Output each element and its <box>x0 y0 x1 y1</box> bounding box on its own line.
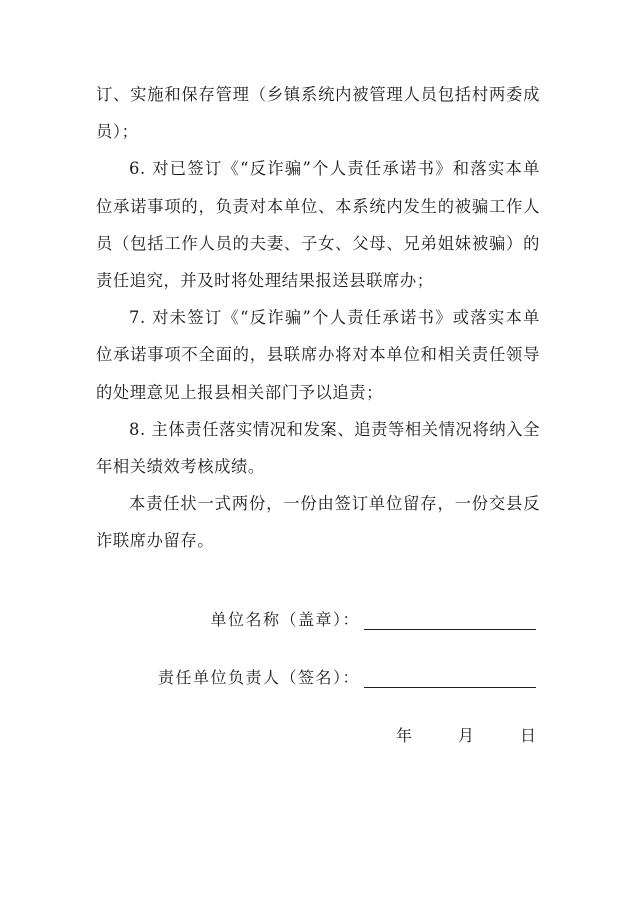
unit-name-line <box>364 607 536 630</box>
responsible-person-line <box>364 665 536 688</box>
body-text <box>96 76 540 560</box>
unit-name-signature-row <box>210 603 536 633</box>
paragraph-continuation: 订、实施和保存管理（乡镇系统内被管理人员包括村两委成员）； <box>96 85 540 142</box>
responsible-person-label: 责任单位负责人（签名）： <box>157 667 360 687</box>
date-row <box>396 719 536 749</box>
paragraph-item-6: 6. 对已签订《“反诈骗”个人责任承诺书》和落实本单位承诺事项的，负责对本单位、本系统内发生的被骗工作人员（包括工作人员的夫妻、子女、父母、兄弟姐妹被骗）的责任追究，并及时将处理结果报送县联席办； <box>96 159 540 291</box>
date-month-label: 月 <box>457 725 474 745</box>
paragraph-item-8: 8. 主体责任落实情况和发案、追责等相关情况将纳入全年相关绩效考核成绩。 <box>96 419 540 477</box>
date-year-label: 年 <box>395 725 412 745</box>
paragraph-item-7: 7. 对未签订《“反诈骗”个人责任承诺书》或落实本单位承诺事项不全面的，县联席办将对本单位和相关责任领导的处理意见上报县相关部门予以追责； <box>96 308 540 402</box>
paragraph-copies-note: 本责任状一式两份，一份由签订单位留存，一份交县反诈联席办留存。 <box>96 494 540 551</box>
responsible-person-signature-row <box>158 661 536 691</box>
unit-name-label: 单位名称（盖章）： <box>210 609 360 629</box>
date-day-label: 日 <box>519 725 536 745</box>
